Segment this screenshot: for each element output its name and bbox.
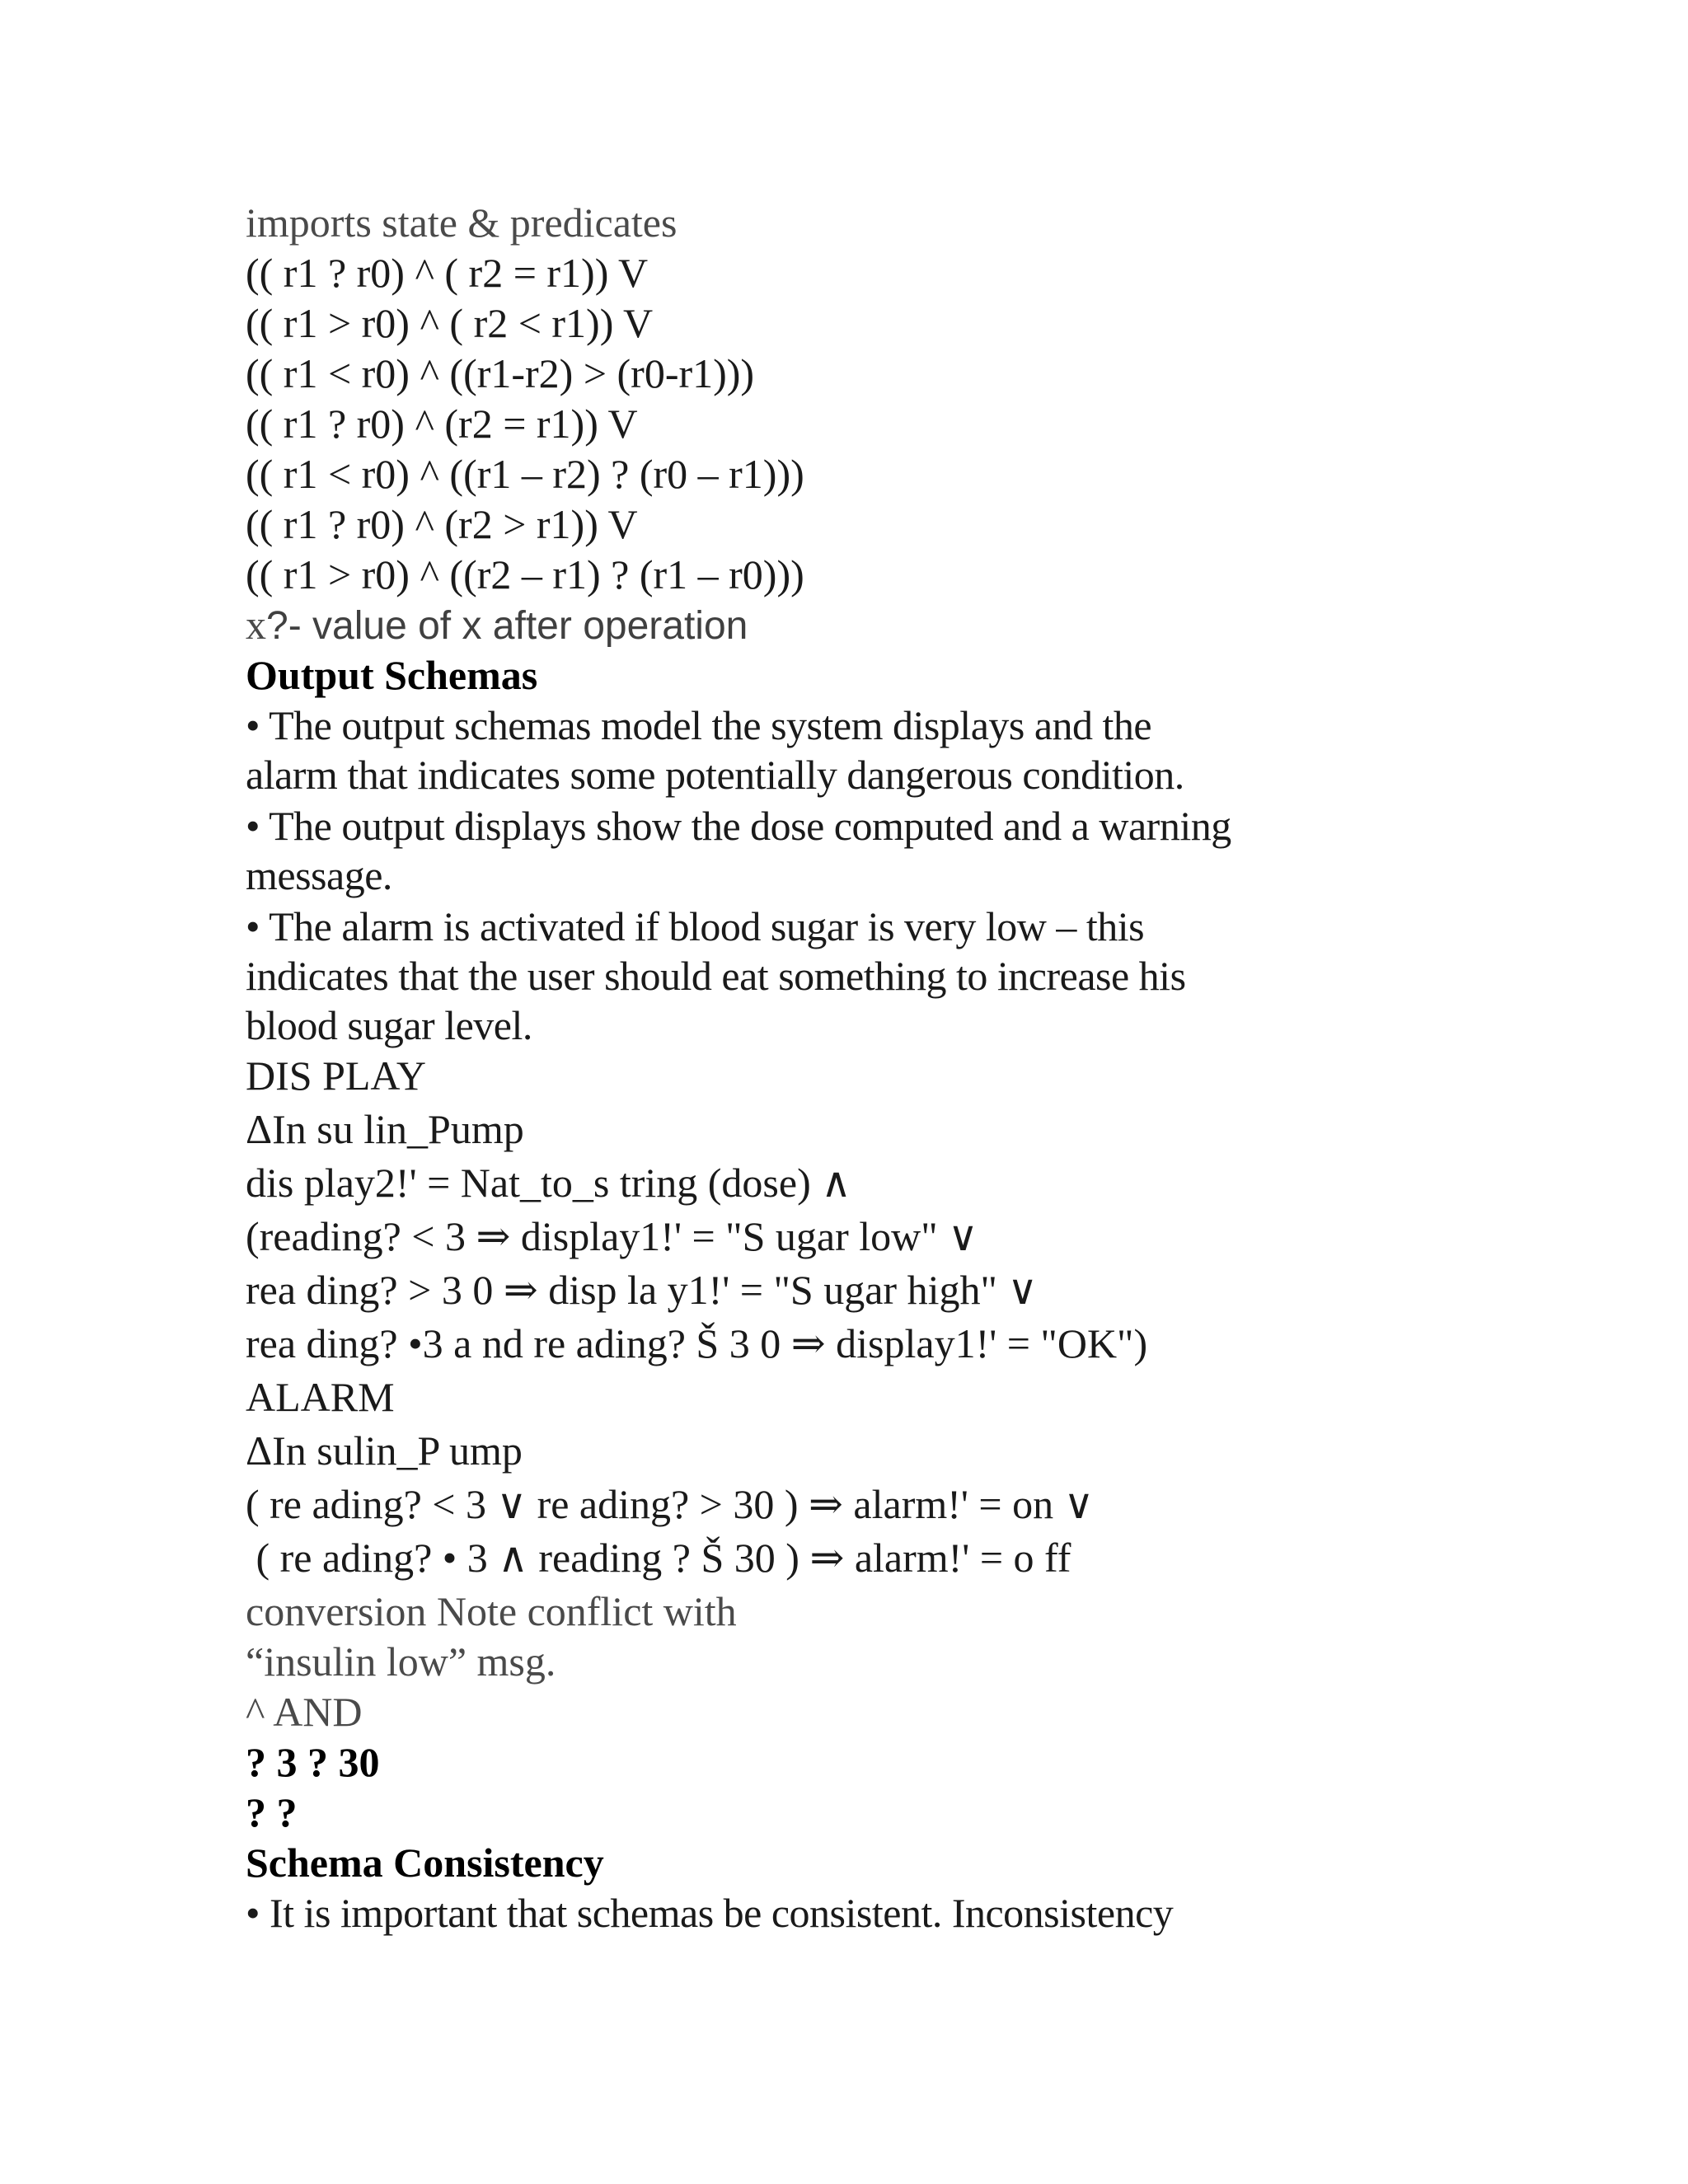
- schema-display-line-2: (reading? < 3 ⇒ display1!' = "S ugar low" ∨: [246, 1213, 978, 1259]
- schema-alarm-line-1: ( re ading? < 3 ∨ re ading? > 30 ) ⇒ alarm!' = on ∨: [246, 1481, 1095, 1527]
- bullet-output-3-line-2: indicates that the user should eat something to increase his: [246, 953, 1186, 999]
- schema-display-line-4: rea ding? •3 a nd re ading? Š 3 0 ⇒ display1!' = "OK"): [246, 1320, 1148, 1366]
- schema-alarm-title: ALARM: [246, 1374, 395, 1420]
- note-symbols: ? ?: [246, 1789, 298, 1835]
- bullet-output-1-line-2: alarm that indicates some potentially dangerous condition.: [246, 752, 1184, 798]
- note-insulin-low: “insulin low” msg.: [246, 1638, 556, 1685]
- doc-line-predicate-5: (( r1 < r0) ^ ((r1 – r2) ? (r0 – r1))): [246, 451, 804, 497]
- bullet-output-2-line-2: message.: [246, 852, 392, 898]
- doc-line-predicate-1: (( r1 ? r0) ^ ( r2 = r1)) V: [246, 250, 649, 296]
- doc-line-predicate-2: (( r1 > r0) ^ ( r2 < r1)) V: [246, 300, 654, 346]
- x-variable: x: [246, 602, 266, 648]
- bullet-consistency-1: • It is important that schemas be consistent. Inconsistency: [246, 1890, 1174, 1936]
- note-range: ? 3 ? 30: [246, 1739, 380, 1785]
- doc-line-predicate-7: (( r1 > r0) ^ ((r2 – r1) ? (r1 – r0))): [246, 551, 804, 598]
- doc-line-imports: imports state & predicates: [246, 199, 678, 246]
- schema-display-line-1: dis play2!' = Nat_to_s tring (dose) ∧: [246, 1160, 851, 1206]
- doc-line-predicate-4: (( r1 ? r0) ^ (r2 = r1)) V: [246, 401, 638, 447]
- schema-alarm-delta: ΔIn sulin_P ump: [246, 1427, 523, 1474]
- x-note-text: ?- value of x after operation: [266, 604, 748, 648]
- bullet-output-3-line-1: • The alarm is activated if blood sugar is very low – this: [246, 903, 1145, 949]
- note-conversion: conversion Note conflict with: [246, 1588, 737, 1634]
- schema-display-line-3: rea ding? > 3 0 ⇒ disp la y1!' = "S ugar high" ∨: [246, 1267, 1038, 1313]
- bullet-output-1-line-1: • The output schemas model the system displays and the: [246, 702, 1152, 748]
- heading-output-schemas: Output Schemas: [246, 652, 538, 698]
- bullet-output-3-line-3: blood sugar level.: [246, 1002, 532, 1048]
- schema-display-delta: ΔIn su lin_Pump: [246, 1106, 524, 1152]
- schema-alarm-line-2: ( re ading? • 3 ∧ reading ? Š 30 ) ⇒ alarm!' = o ff: [246, 1535, 1071, 1581]
- heading-schema-consistency: Schema Consistency: [246, 1840, 604, 1886]
- doc-line-predicate-6: (( r1 ? r0) ^ (r2 > r1)) V: [246, 501, 638, 547]
- doc-line-x-note: [246, 600, 748, 651]
- doc-line-predicate-3: (( r1 < r0) ^ ((r1-r2) > (r0-r1))): [246, 350, 755, 396]
- bullet-output-2-line-1: • The output displays show the dose computed and a warning: [246, 803, 1231, 849]
- note-and: ^ AND: [246, 1689, 363, 1735]
- schema-display-title: DIS PLAY: [246, 1052, 427, 1099]
